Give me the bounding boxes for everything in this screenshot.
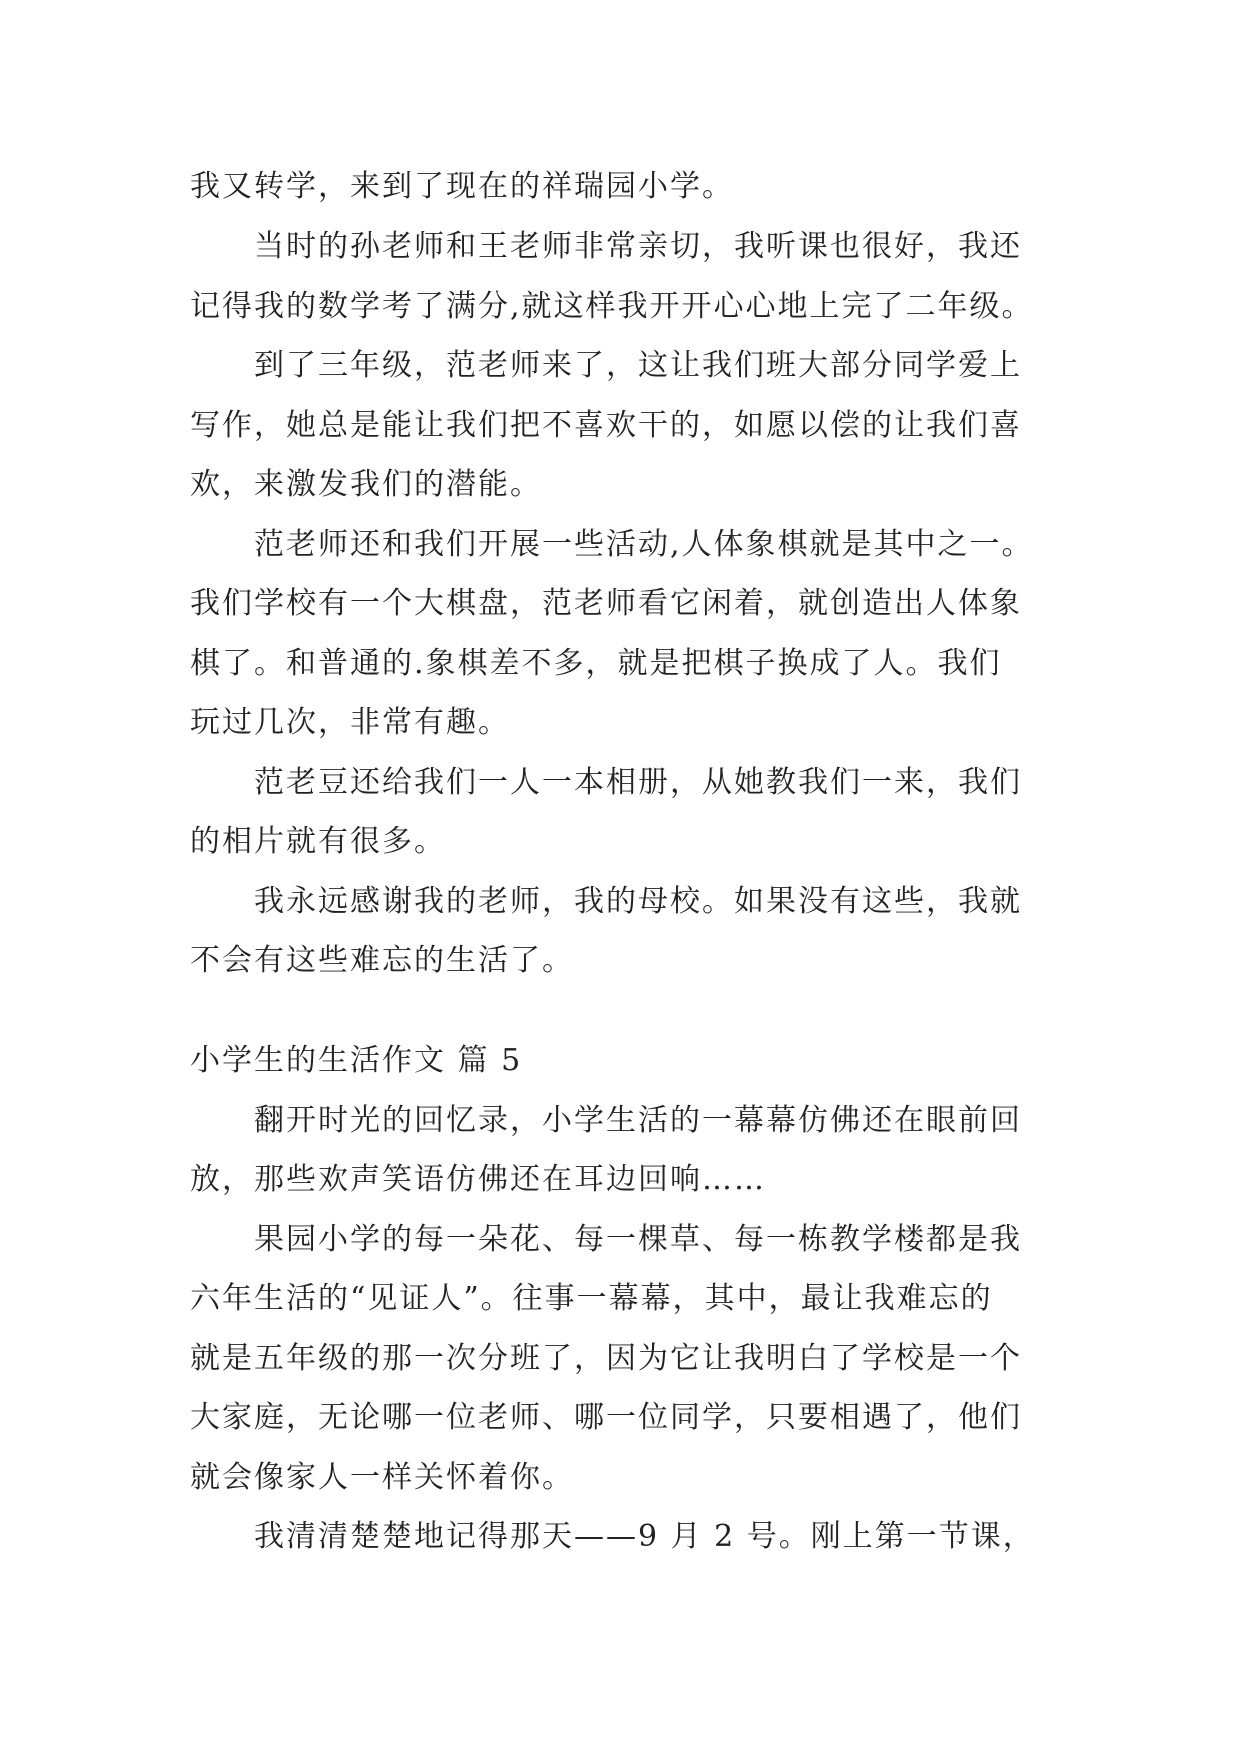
paragraph-line: 当时的孙老师和王老师非常亲切，我听课也很好，我还 [254,229,1022,264]
paragraph-line: 欢，来激发我们的潜能。 [190,467,542,502]
paragraph-line: 六年生活的“见证人”。往事一幕幕，其中，最让我难忘的 [190,1281,993,1316]
paragraph-line: 我们学校有一个大棋盘，范老师看它闲着，就创造出人体象 [190,586,1022,621]
paragraph-line: 放，那些欢声笑语仿佛还在耳边回响…… [190,1162,766,1197]
paragraph-line: 我又转学，来到了现在的祥瑞园小学。 [190,169,734,204]
paragraph-line: 就会像家人一样关怀着你。 [190,1460,574,1495]
paragraph-line: 我清清楚楚地记得那天——9 月 2 号。刚上第一节课， [254,1519,1035,1554]
paragraph-line: 范老豆还给我们一人一本相册，从她教我们一来，我们 [254,765,1022,800]
paragraph-line: 的相片就有很多。 [190,824,446,859]
paragraph-line: 就是五年级的那一次分班了，因为它让我明白了学校是一个 [190,1341,1022,1376]
paragraph-line: 大家庭，无论哪一位老师、哪一位同学，只要相遇了，他们 [190,1400,1022,1435]
paragraph-line: 玩过几次，非常有趣。 [190,705,510,740]
paragraph-line: 我永远感谢我的老师，我的母校。如果没有这些，我就 [254,884,1022,919]
paragraph-line: 范老师还和我们开展一些活动,人体象棋就是其中之一。 [254,527,1034,562]
paragraph-line: 到了三年级，范老师来了，这让我们班大部分同学爱上 [254,348,1022,383]
section-heading: 小学生的生活作文 篇 5 [190,1043,523,1078]
paragraph-line: 写作，她总是能让我们把不喜欢干的，如愿以偿的让我们喜 [190,408,1022,443]
paragraph-line: 果园小学的每一朵花、每一棵草、每一栋教学楼都是我 [254,1222,1022,1257]
paragraph-line: 不会有这些难忘的生活了。 [190,943,574,978]
paragraph-line: 记得我的数学考了满分,就这样我开开心心地上完了二年级。 [190,289,1034,324]
paragraph-line: 翻开时光的回忆录，小学生活的一幕幕仿佛还在眼前回 [254,1103,1022,1138]
paragraph-line: 棋了。和普通的.象棋差不多，就是把棋子换成了人。我们 [190,646,1002,681]
